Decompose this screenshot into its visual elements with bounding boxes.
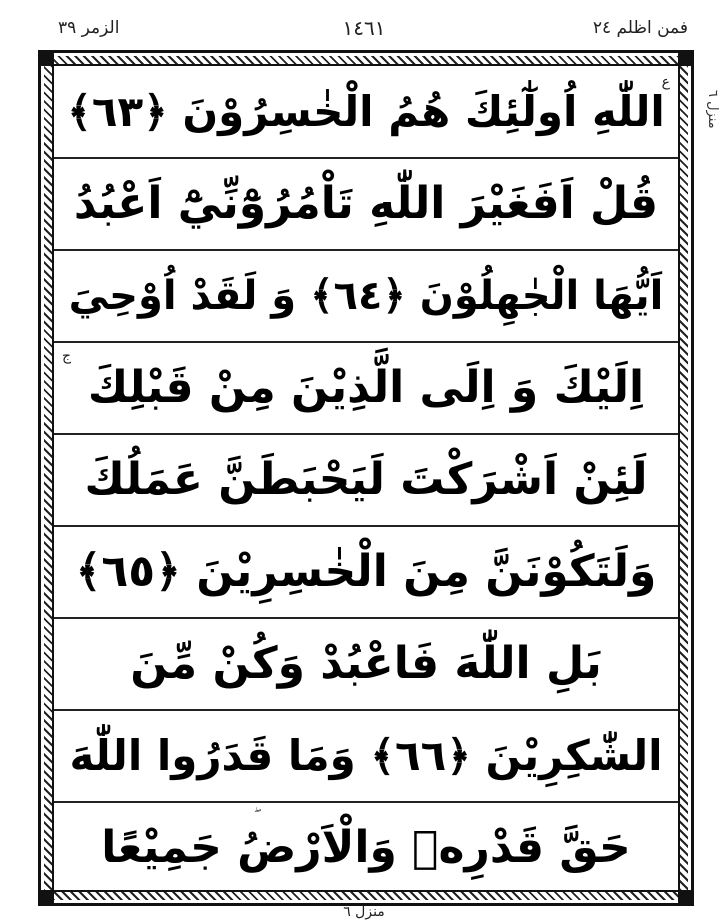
verse-line-text: اِلَيْكَ وَ اِلَى الَّذِيْنَ مِنْ قَبْلِكَ [87, 362, 645, 414]
verse-line-text: اللّٰهِ اُولٰٓئِكَ هُمُ الْخٰسِرُوْنَ ﴿٦٣﴾ [67, 87, 665, 137]
pause-marker: ج [62, 348, 72, 364]
corner-ornament [40, 52, 54, 66]
verse-line [54, 434, 678, 526]
corner-ornament [678, 52, 692, 66]
surah-name-label: الزمر ٣٩ [58, 18, 120, 38]
verse-line-text: لَئِنْ اَشْرَكْتَ لَيَحْبَطَنَّ عَمَلُكَ [84, 454, 648, 506]
verse-line-text: اَيُّهَا الْجٰهِلُوْنَ ﴿٦٤﴾ وَ لَقَدْ اُوْحِيَ [68, 272, 664, 319]
corner-ornament [40, 890, 54, 904]
verse-line [54, 342, 678, 434]
page-header [0, 0, 728, 50]
verse-lines [54, 66, 678, 890]
juz-name-label: فمن اظلم ٢٤ [592, 18, 688, 38]
verse-line [54, 802, 678, 894]
verse-line-text: وَلَتَكُوْنَنَّ مِنَ الْخٰسِرِيْنَ ﴿٦٥﴾ [75, 546, 657, 598]
ruku-marker: ع [661, 74, 670, 90]
verse-line-text: الشّٰكِرِيْنَ ﴿٦٦﴾ وَمَا قَدَرُوا اللّٰهَ [69, 731, 663, 781]
verse-line-text: بَلِ اللّٰهَ فَاعْبُدْ وَكُنْ مِّنَ [130, 638, 602, 690]
verse-line-text: قُلْ اَفَغَيْرَ اللّٰهِ تَاْمُرُوْٓنِّيْٓ اَعْبُدُ [73, 178, 659, 230]
verse-line [54, 526, 678, 618]
verse-line [54, 250, 678, 342]
verse-line [54, 66, 678, 158]
verse-line [54, 710, 678, 802]
manzil-side-note: منزل ٦ [705, 90, 720, 129]
verse-line [54, 618, 678, 710]
page-footer: منزل ٦ [343, 904, 385, 920]
page-number: ١٤٦١ [342, 16, 386, 40]
corner-ornament [678, 890, 692, 904]
verse-line [54, 158, 678, 250]
verse-line-text: حَقَّ قَدْرِهٖ وَالْاَرْضُ جَمِيْعًا [101, 822, 631, 874]
